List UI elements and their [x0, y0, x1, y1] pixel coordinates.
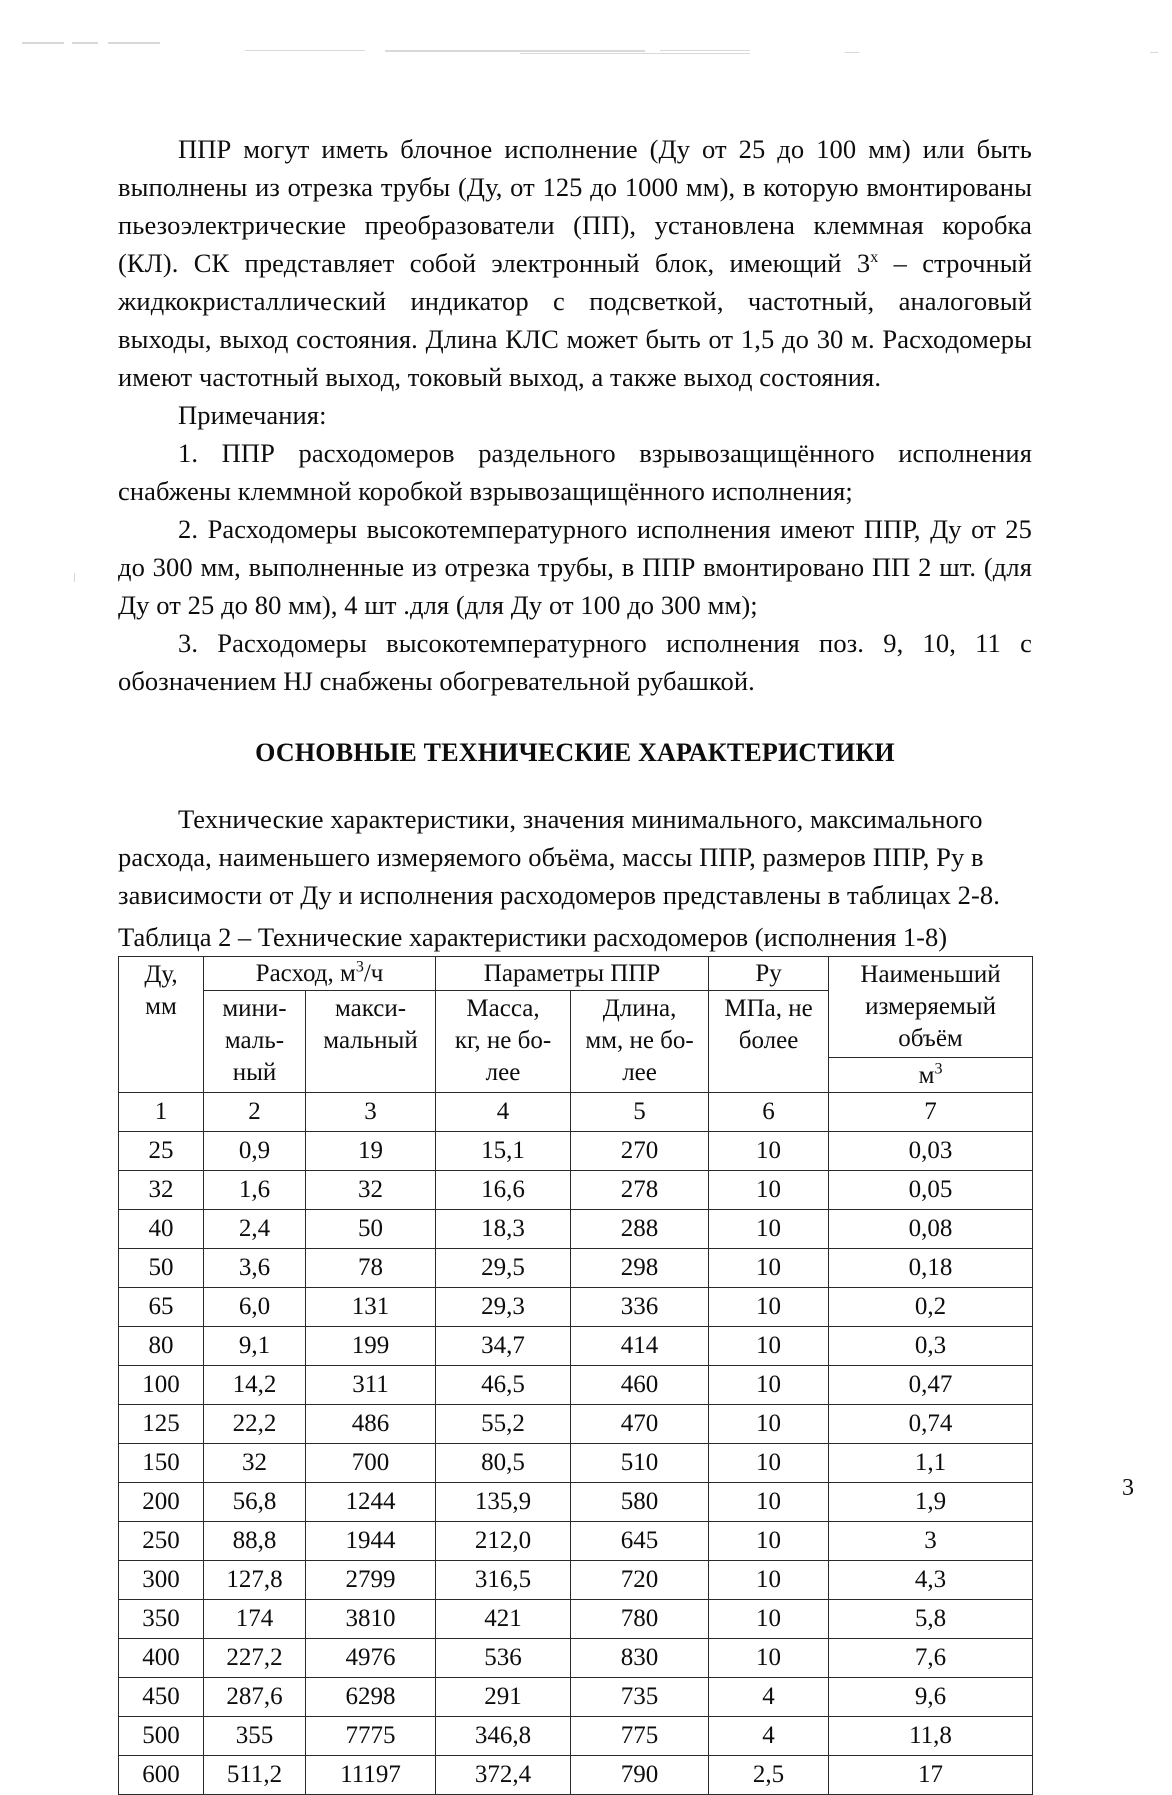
table-cell: 250	[119, 1522, 204, 1561]
table-cell: 212,0	[436, 1522, 571, 1561]
scan-artifact	[72, 42, 98, 44]
scan-artifact	[845, 52, 859, 53]
table-cell: 17	[829, 1756, 1033, 1795]
table-cell: 3810	[306, 1600, 436, 1639]
table-cell: 0,03	[829, 1132, 1033, 1171]
table-cell: 450	[119, 1678, 204, 1717]
column-number: 7	[829, 1093, 1033, 1132]
table-cell: 775	[571, 1717, 709, 1756]
table-cell: 311	[306, 1366, 436, 1405]
table-cell: 1944	[306, 1522, 436, 1561]
table-cell: 15,1	[436, 1132, 571, 1171]
header-length-line1: Длина,	[602, 995, 677, 1022]
table-cell: 46,5	[436, 1366, 571, 1405]
header-group-flow-tail: /ч	[363, 959, 384, 987]
header-flow-min-line3: ный	[232, 1059, 277, 1086]
scan-edge-tick	[74, 573, 75, 582]
header-volume-unit-text: м	[918, 1062, 935, 1089]
table-cell: 0,3	[829, 1327, 1033, 1366]
table-cell: 288	[571, 1210, 709, 1249]
table-cell: 10	[709, 1600, 829, 1639]
header-flow-min	[204, 991, 306, 1093]
scan-artifact	[108, 42, 160, 44]
table-cell: 174	[204, 1600, 306, 1639]
table-cell: 600	[119, 1756, 204, 1795]
table-cell: 830	[571, 1639, 709, 1678]
table-row	[119, 1717, 1033, 1756]
table-row	[119, 1483, 1033, 1522]
scan-artifact	[245, 50, 365, 51]
table-cell: 580	[571, 1483, 709, 1522]
table-cell: 355	[204, 1717, 306, 1756]
table-row	[119, 1249, 1033, 1288]
table-cell: 6298	[306, 1678, 436, 1717]
table-cell: 2,4	[204, 1210, 306, 1249]
table-column-numbering-row	[119, 1093, 1033, 1132]
table-cell: 291	[436, 1678, 571, 1717]
table-cell: 486	[306, 1405, 436, 1444]
table-cell: 346,8	[436, 1717, 571, 1756]
header-volume-unit-exponent: 3	[934, 1060, 943, 1078]
table-cell: 135,9	[436, 1483, 571, 1522]
table-row	[119, 1210, 1033, 1249]
header-du	[119, 957, 204, 1093]
table-cell: 400	[119, 1639, 204, 1678]
header-pressure	[709, 991, 829, 1093]
page-content	[118, 130, 1032, 1795]
table-header	[119, 957, 1033, 1093]
table-cell: 270	[571, 1132, 709, 1171]
table-cell: 1,9	[829, 1483, 1033, 1522]
table-cell: 9,1	[204, 1327, 306, 1366]
column-number: 2	[204, 1093, 306, 1132]
technical-characteristics-table	[118, 956, 1033, 1795]
table-cell: 88,8	[204, 1522, 306, 1561]
table-cell: 40	[119, 1210, 204, 1249]
column-number: 3	[306, 1093, 436, 1132]
table-cell: 300	[119, 1561, 204, 1600]
table-cell: 34,7	[436, 1327, 571, 1366]
table-cell: 80,5	[436, 1444, 571, 1483]
superscript-x: x	[870, 249, 879, 267]
table-cell: 7775	[306, 1717, 436, 1756]
table-cell: 4976	[306, 1639, 436, 1678]
table-cell: 500	[119, 1717, 204, 1756]
table-row	[119, 1561, 1033, 1600]
table-cell: 10	[709, 1132, 829, 1171]
header-volume-line1: Наименьший	[860, 961, 1001, 988]
table-cell: 29,5	[436, 1249, 571, 1288]
table-cell: 11197	[306, 1756, 436, 1795]
note-item-1: 1. ППР расходомеров раздельного взрывозащищённого исполнения снабжены клеммной коробкой взрывозащищённого исполнения;	[118, 438, 1032, 506]
table-cell: 470	[571, 1405, 709, 1444]
header-pressure-line1: МПа, не	[724, 995, 813, 1022]
table-row	[119, 1522, 1033, 1561]
note-item-2: 2. Расходомеры высокотемпературного исполнения имеют ППР, Ду от 25 до 300 мм, выполненные из отрезка трубы, в ППР вмонтировано ПП 2 шт. (для Ду от 25 до 80 мм), 4 шт .для (для Ду от 100 до 300 мм);	[118, 514, 1032, 620]
table-cell: 735	[571, 1678, 709, 1717]
table-cell: 16,6	[436, 1171, 571, 1210]
table-cell: 510	[571, 1444, 709, 1483]
header-volume-line3: объём	[898, 1025, 963, 1052]
table-cell: 78	[306, 1249, 436, 1288]
table-cell: 780	[571, 1600, 709, 1639]
table-cell: 4	[709, 1678, 829, 1717]
table-row	[119, 1132, 1033, 1171]
table-cell: 22,2	[204, 1405, 306, 1444]
page-number: 3	[1122, 1475, 1134, 1501]
table-cell: 10	[709, 1444, 829, 1483]
table-cell: 460	[571, 1366, 709, 1405]
table-cell: 150	[119, 1444, 204, 1483]
header-volume-unit	[829, 1057, 1032, 1092]
table-cell: 372,4	[436, 1756, 571, 1795]
table-row	[119, 1366, 1033, 1405]
table-row	[119, 1600, 1033, 1639]
scan-artifact	[22, 42, 64, 44]
table-cell: 511,2	[204, 1756, 306, 1795]
table-cell: 10	[709, 1522, 829, 1561]
scan-artifact	[660, 50, 750, 51]
table-cell: 32	[119, 1171, 204, 1210]
table-cell: 278	[571, 1171, 709, 1210]
table-cell: 336	[571, 1288, 709, 1327]
header-flow-max-line2: мальный	[323, 1027, 418, 1054]
table-cell: 199	[306, 1327, 436, 1366]
table-row	[119, 1405, 1033, 1444]
table-cell: 10	[709, 1561, 829, 1600]
table-header-row-groups	[119, 957, 1033, 991]
table-cell: 100	[119, 1366, 204, 1405]
table-cell: 32	[306, 1171, 436, 1210]
table-cell: 11,8	[829, 1717, 1033, 1756]
table-cell: 18,3	[436, 1210, 571, 1249]
column-number: 6	[709, 1093, 829, 1132]
section-title: ОСНОВНЫЕ ТЕХНИЧЕСКИЕ ХАРАКТЕРИСТИКИ	[255, 738, 895, 767]
table-cell: 316,5	[436, 1561, 571, 1600]
header-group-py: Ру	[709, 957, 829, 991]
table-cell: 80	[119, 1327, 204, 1366]
table-cell: 10	[709, 1249, 829, 1288]
scan-artifact	[520, 53, 750, 54]
paragraph-intro	[118, 130, 1032, 396]
header-mass-line2: кг, не бо-	[454, 1027, 552, 1054]
table-cell: 10	[709, 1210, 829, 1249]
table-cell: 0,74	[829, 1405, 1033, 1444]
table-cell: 298	[571, 1249, 709, 1288]
table-cell: 50	[306, 1210, 436, 1249]
notes-label: Примечания:	[178, 400, 327, 430]
header-flow-min-line1: мини-	[222, 995, 287, 1022]
table-cell: 131	[306, 1288, 436, 1327]
header-group-flow-text: Расход, м	[255, 959, 356, 987]
paragraph-characteristics: Технические характеристики, значения минимального, максимального расхода, наименьшего измеряемого объёма, массы ППР, размеров ППР, Ру в зависимости от Ду и исполнения расходомеров представлены в таблицах 2-8.	[118, 804, 1000, 910]
table-cell: 10	[709, 1171, 829, 1210]
table-cell: 790	[571, 1756, 709, 1795]
table-row	[119, 1756, 1033, 1795]
table-cell: 127,8	[204, 1561, 306, 1600]
table-cell: 9,6	[829, 1678, 1033, 1717]
paragraph-intro-part1: ППР могут иметь блочное исполнение (Ду от 25 до 100 мм) или быть выполнены из отрезка трубы (Ду, от 125 до 1000 мм), в которую вмонтированы пьезоэлектрические преобразователи (ПП), установлена клеммная коробка (КЛ). СК представляет собой электронный блок, имеющий 3	[118, 134, 1032, 278]
table-cell: 4	[709, 1717, 829, 1756]
table-cell: 287,6	[204, 1678, 306, 1717]
table-cell: 414	[571, 1327, 709, 1366]
table-cell: 10	[709, 1366, 829, 1405]
header-length	[571, 991, 709, 1093]
table-cell: 19	[306, 1132, 436, 1171]
table-cell: 700	[306, 1444, 436, 1483]
table-cell: 0,08	[829, 1210, 1033, 1249]
table-cell: 1,1	[829, 1444, 1033, 1483]
header-du-line2: мм	[145, 993, 177, 1020]
table-row	[119, 1639, 1033, 1678]
header-flow-min-line2: маль-	[224, 1027, 285, 1054]
table-cell: 14,2	[204, 1366, 306, 1405]
table-cell: 56,8	[204, 1483, 306, 1522]
table-cell: 0,2	[829, 1288, 1033, 1327]
table-row	[119, 1678, 1033, 1717]
table-cell: 6,0	[204, 1288, 306, 1327]
table-cell: 25	[119, 1132, 204, 1171]
table-cell: 0,9	[204, 1132, 306, 1171]
header-pressure-line2: более	[738, 1027, 799, 1054]
table-cell: 1244	[306, 1483, 436, 1522]
header-group-volume	[829, 957, 1033, 1093]
table-cell: 227,2	[204, 1639, 306, 1678]
header-mass	[436, 991, 571, 1093]
paragraph-intro-part2: – строчный жидкокристаллический индикатор с подсветкой, частотный, аналоговый выходы, выход состояния. Длина КЛС может быть от 1,5 до 30 м. Расходомеры имеют частотный выход, токовый выход, а также выход состояния.	[118, 248, 1032, 392]
table-cell: 645	[571, 1522, 709, 1561]
column-number: 1	[119, 1093, 204, 1132]
table-row	[119, 1171, 1033, 1210]
table-cell: 4,3	[829, 1561, 1033, 1600]
table-cell: 29,3	[436, 1288, 571, 1327]
table-row	[119, 1288, 1033, 1327]
header-length-line3: лее	[622, 1059, 657, 1086]
table-cell: 10	[709, 1405, 829, 1444]
table-cell: 5,8	[829, 1600, 1033, 1639]
column-number: 5	[571, 1093, 709, 1132]
table-cell: 350	[119, 1600, 204, 1639]
table-cell: 3,6	[204, 1249, 306, 1288]
header-flow-max	[306, 991, 436, 1093]
table-cell: 0,05	[829, 1171, 1033, 1210]
table-cell: 2,5	[709, 1756, 829, 1795]
header-mass-line3: лее	[485, 1059, 521, 1086]
header-volume-line2: измеряемый	[865, 993, 996, 1020]
table-cell: 2799	[306, 1561, 436, 1600]
header-mass-line1: Масса,	[466, 995, 540, 1022]
table-cell: 421	[436, 1600, 571, 1639]
header-length-line2: мм, не бо-	[585, 1027, 694, 1054]
table-cell: 1,6	[204, 1171, 306, 1210]
table-cell: 65	[119, 1288, 204, 1327]
table-cell: 720	[571, 1561, 709, 1600]
table-cell: 125	[119, 1405, 204, 1444]
scan-artifact	[385, 50, 645, 52]
column-number: 4	[436, 1093, 571, 1132]
table-body	[119, 1093, 1033, 1795]
header-group-flow	[204, 957, 436, 991]
header-group-flow-exponent: 3	[355, 958, 364, 976]
table-cell: 50	[119, 1249, 204, 1288]
scan-artifact	[1150, 52, 1158, 53]
header-flow-max-line1: макси-	[334, 995, 407, 1022]
table-cell: 10	[709, 1288, 829, 1327]
table-cell: 200	[119, 1483, 204, 1522]
table-cell: 10	[709, 1483, 829, 1522]
table-cell: 3	[829, 1522, 1033, 1561]
table-caption: Таблица 2 – Технические характеристики расходомеров (исполнения 1-8)	[118, 922, 948, 952]
table-cell: 10	[709, 1639, 829, 1678]
table-cell: 32	[204, 1444, 306, 1483]
table-cell: 55,2	[436, 1405, 571, 1444]
table-cell: 536	[436, 1639, 571, 1678]
table-row	[119, 1444, 1033, 1483]
note-item-3: 3. Расходомеры высокотемпературного исполнения поз. 9, 10, 11 с обозначением HJ снабжены обогревательной рубашкой.	[118, 628, 1032, 696]
header-group-ppr: Параметры ППР	[436, 957, 709, 991]
table-cell: 7,6	[829, 1639, 1033, 1678]
table-row	[119, 1327, 1033, 1366]
table-cell: 0,47	[829, 1366, 1033, 1405]
table-cell: 0,18	[829, 1249, 1033, 1288]
header-du-line1: Ду,	[144, 961, 178, 988]
table-cell: 10	[709, 1327, 829, 1366]
